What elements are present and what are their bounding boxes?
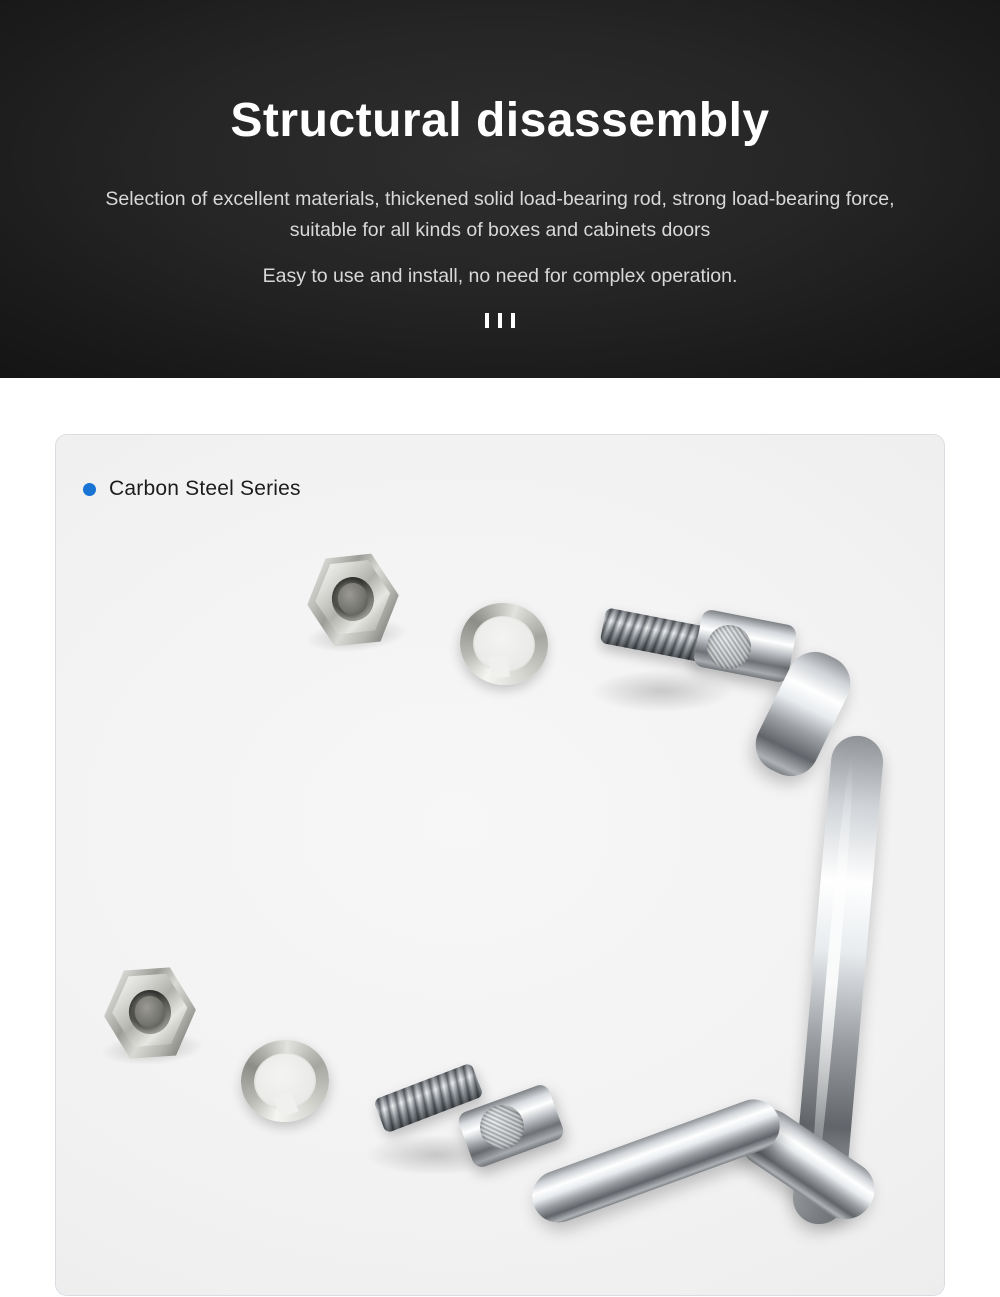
hero-banner — [0, 0, 1000, 378]
handle-rod-lower — [525, 1092, 787, 1230]
hero-subtitle — [105, 150, 895, 247]
divider-marks — [0, 291, 1000, 328]
divider-mark — [498, 313, 502, 328]
page-title: Structural disassembly — [230, 94, 770, 147]
hero-subtitle-line-1: Selection of excellent materials, thickened solid load-bearing rod, strong — [105, 187, 727, 210]
part-shadow — [592, 670, 732, 712]
hero-subtitle-line-3: Easy to use and install, no need for complex operation. — [262, 264, 738, 287]
divider-mark — [485, 313, 489, 328]
series-label-text: Carbon Steel Series — [109, 477, 301, 500]
divider-mark — [511, 313, 515, 328]
u-shaped-handle-bolt — [56, 435, 944, 1295]
hero-content — [0, 0, 1000, 328]
bullet-icon — [83, 483, 96, 496]
product-photo — [56, 435, 944, 1295]
product-card-section — [0, 378, 1000, 1296]
series-label — [83, 477, 301, 501]
part-shadow — [366, 1135, 506, 1175]
hero-subtitle-line-2: load-bearing force, suitable for all kinds of boxes and cabinets doors — [289, 187, 895, 242]
product-card — [55, 434, 945, 1296]
bolt-thread-upper — [600, 607, 710, 662]
